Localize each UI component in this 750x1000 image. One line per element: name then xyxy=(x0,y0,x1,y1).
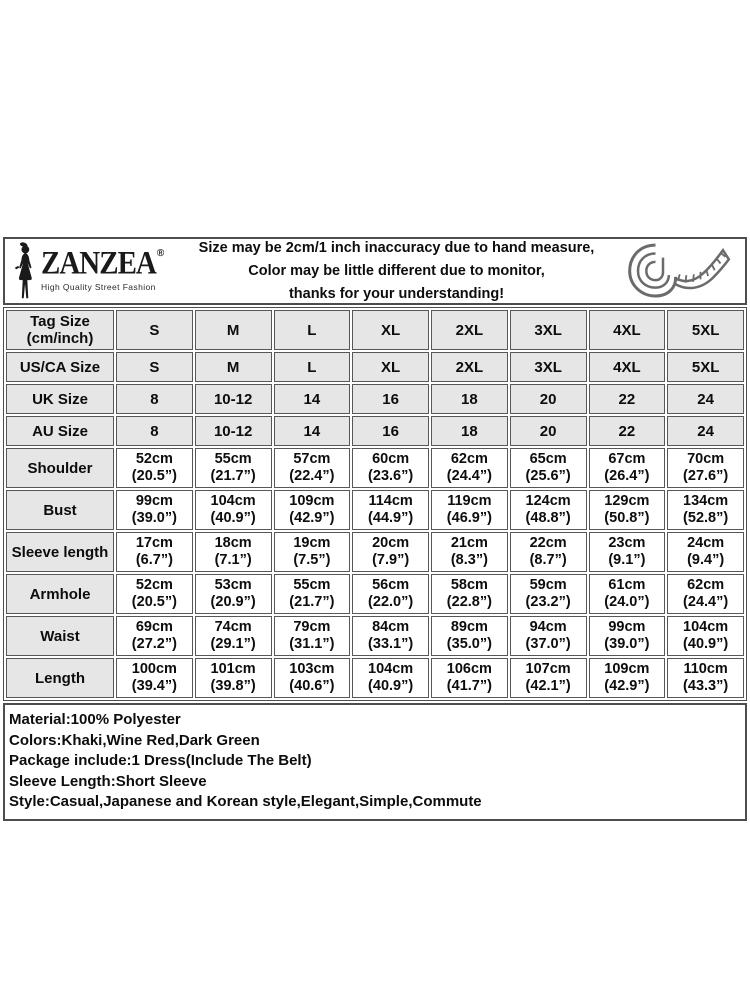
size-cell: 3XL xyxy=(510,310,587,350)
measure-cell: 69cm (27.2”) xyxy=(116,616,193,656)
measure-cell: 60cm (23.6”) xyxy=(352,448,429,488)
measure-cell: 52cm (20.5”) xyxy=(116,574,193,614)
table-row xyxy=(6,310,744,350)
row-label-cell: UK Size xyxy=(6,384,114,414)
size-cell: 4XL xyxy=(589,310,666,350)
measure-cell: 20cm (7.9”) xyxy=(352,532,429,572)
size-cell: 16 xyxy=(352,384,429,414)
row-label-cell: Shoulder xyxy=(6,448,114,488)
size-cell: 10-12 xyxy=(195,416,272,446)
size-cell: L xyxy=(274,310,351,350)
measure-cell: 58cm (22.8”) xyxy=(431,574,508,614)
measure-cell: 119cm (46.9”) xyxy=(431,490,508,530)
description-line-colors: Colors:Khaki,Wine Red,Dark Green xyxy=(9,731,260,749)
measure-cell: 106cm (41.7”) xyxy=(431,658,508,698)
notice-line: Color may be little different due to monitor, xyxy=(248,262,545,279)
size-cell: 2XL xyxy=(431,310,508,350)
measure-cell: 109cm (42.9”) xyxy=(274,490,351,530)
measure-cell: 62cm (24.4”) xyxy=(431,448,508,488)
measure-cell: 24cm (9.4”) xyxy=(667,532,744,572)
measure-cell: 110cm (43.3”) xyxy=(667,658,744,698)
table-row xyxy=(6,352,744,382)
measure-cell: 55cm (21.7”) xyxy=(195,448,272,488)
brand-name: ZANZEA xyxy=(41,245,156,281)
size-cell: 8 xyxy=(116,384,193,414)
measure-cell: 129cm (50.8”) xyxy=(589,490,666,530)
table-row xyxy=(6,532,744,572)
size-cell: 2XL xyxy=(431,352,508,382)
measure-cell: 99cm (39.0”) xyxy=(116,490,193,530)
measure-cell: 61cm (24.0”) xyxy=(589,574,666,614)
row-label-cell: US/CA Size xyxy=(6,352,114,382)
measure-cell: 52cm (20.5”) xyxy=(116,448,193,488)
measure-cell: 104cm (40.9”) xyxy=(195,490,272,530)
product-description-box xyxy=(3,703,747,821)
measure-cell: 124cm (48.8”) xyxy=(510,490,587,530)
size-cell: 22 xyxy=(589,416,666,446)
description-line-package: Package include:1 Dress(Include The Belt) xyxy=(9,752,312,769)
measure-cell: 103cm (40.6”) xyxy=(274,658,351,698)
measure-cell: 114cm (44.9”) xyxy=(352,490,429,530)
brand-logo xyxy=(5,242,183,300)
measure-cell: 84cm (33.1”) xyxy=(352,616,429,656)
measure-cell: 104cm (40.9”) xyxy=(352,658,429,698)
size-cell: 18 xyxy=(431,384,508,414)
size-table-wrap xyxy=(3,307,747,701)
measure-cell: 59cm (23.2”) xyxy=(510,574,587,614)
table-row xyxy=(6,416,744,446)
measure-notice xyxy=(183,237,610,306)
size-cell: M xyxy=(195,352,272,382)
size-cell: S xyxy=(116,310,193,350)
measure-cell: 70cm (27.6”) xyxy=(667,448,744,488)
measure-cell: 17cm (6.7”) xyxy=(116,532,193,572)
table-row xyxy=(6,448,744,488)
brand-tagline: High Quality Street Fashion xyxy=(41,281,156,292)
header-box xyxy=(3,237,747,305)
size-cell: 20 xyxy=(510,416,587,446)
table-row xyxy=(6,616,744,656)
measure-cell: 56cm (22.0”) xyxy=(352,574,429,614)
row-label-cell: Waist xyxy=(6,616,114,656)
size-cell: 18 xyxy=(431,416,508,446)
notice-line: thanks for your understanding! xyxy=(288,285,505,302)
measure-cell: 23cm (9.1”) xyxy=(589,532,666,572)
measure-cell: 101cm (39.8”) xyxy=(195,658,272,698)
size-cell: S xyxy=(116,352,193,382)
size-cell: 5XL xyxy=(667,310,744,350)
row-label-cell: Armhole xyxy=(6,574,114,614)
measure-cell: 109cm (42.9”) xyxy=(589,658,666,698)
table-row xyxy=(6,574,744,614)
size-chart-sheet xyxy=(3,0,747,821)
measure-cell: 22cm (8.7”) xyxy=(510,532,587,572)
row-label-cell: Tag Size (cm/inch) xyxy=(6,310,114,350)
measure-cell: 55cm (21.7”) xyxy=(274,574,351,614)
registered-mark: ® xyxy=(156,247,165,259)
size-cell: M xyxy=(195,310,272,350)
row-label-cell: Sleeve length xyxy=(6,532,114,572)
size-cell: 14 xyxy=(274,416,351,446)
description-line-material: Material:100% Polyester xyxy=(9,711,181,728)
size-cell: XL xyxy=(352,310,429,350)
size-cell: 20 xyxy=(510,384,587,414)
measure-cell: 57cm (22.4”) xyxy=(274,448,351,488)
tape-measure-icon xyxy=(610,241,745,301)
row-label-cell: Length xyxy=(6,658,114,698)
measure-cell: 100cm (39.4”) xyxy=(116,658,193,698)
table-row xyxy=(6,658,744,698)
description-line-sleeve: Sleeve Length:Short Sleeve xyxy=(9,772,207,790)
measure-cell: 74cm (29.1”) xyxy=(195,616,272,656)
measure-cell: 89cm (35.0”) xyxy=(431,616,508,656)
measure-cell: 134cm (52.8”) xyxy=(667,490,744,530)
table-row xyxy=(6,384,744,414)
size-table-body xyxy=(6,310,744,698)
measure-cell: 19cm (7.5”) xyxy=(274,532,351,572)
measure-cell: 67cm (26.4”) xyxy=(589,448,666,488)
measure-cell: 21cm (8.3”) xyxy=(431,532,508,572)
description-line-style: Style:Casual,Japanese and Korean style,Elegant,Simple,Commute xyxy=(9,793,482,810)
size-table xyxy=(4,308,746,700)
size-cell: 22 xyxy=(589,384,666,414)
size-cell: 8 xyxy=(116,416,193,446)
row-label-cell: AU Size xyxy=(6,416,114,446)
size-cell: 5XL xyxy=(667,352,744,382)
table-row xyxy=(6,490,744,530)
size-cell: 14 xyxy=(274,384,351,414)
size-cell: 24 xyxy=(667,416,744,446)
measure-cell: 62cm (24.4”) xyxy=(667,574,744,614)
notice-line: Size may be 2cm/1 inch inaccuracy due to hand measure, xyxy=(198,239,595,256)
brand-text xyxy=(41,245,165,292)
measure-cell: 104cm (40.9”) xyxy=(667,616,744,656)
measure-cell: 94cm (37.0”) xyxy=(510,616,587,656)
measure-cell: 18cm (7.1”) xyxy=(195,532,272,572)
size-cell: 10-12 xyxy=(195,384,272,414)
size-cell: 3XL xyxy=(510,352,587,382)
row-label-cell: Bust xyxy=(6,490,114,530)
measure-cell: 53cm (20.9”) xyxy=(195,574,272,614)
size-cell: 24 xyxy=(667,384,744,414)
size-cell: L xyxy=(274,352,351,382)
measure-cell: 79cm (31.1”) xyxy=(274,616,351,656)
woman-silhouette-icon xyxy=(13,242,39,300)
size-cell: 16 xyxy=(352,416,429,446)
size-cell: 4XL xyxy=(589,352,666,382)
measure-cell: 65cm (25.6”) xyxy=(510,448,587,488)
size-cell: XL xyxy=(352,352,429,382)
measure-cell: 107cm (42.1”) xyxy=(510,658,587,698)
measure-cell: 99cm (39.0”) xyxy=(589,616,666,656)
